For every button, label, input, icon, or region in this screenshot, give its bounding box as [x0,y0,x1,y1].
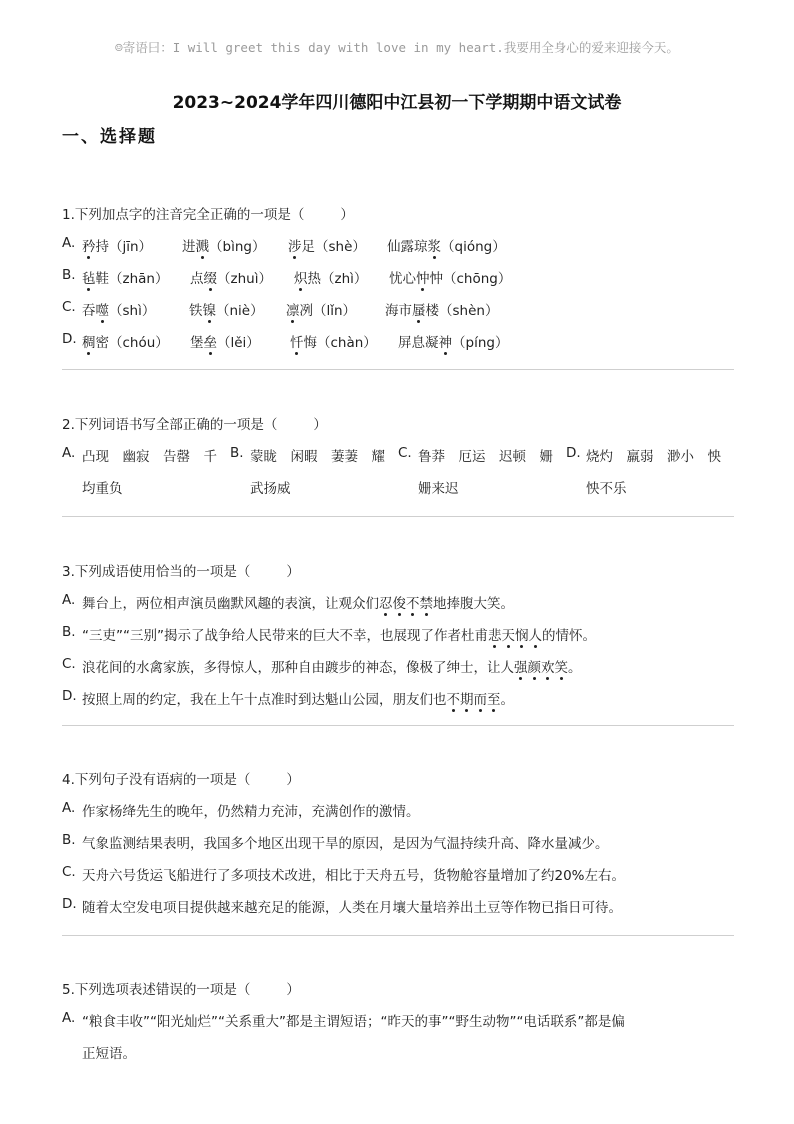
option-label: A. [62,1010,76,1026]
emphasized-char: 强 [514,656,528,676]
option-text: 烧灼 羸弱 渺小 怏 [586,449,721,465]
emphasized-char: 而 [474,688,488,708]
divider [62,369,734,370]
option-label: D. [62,688,77,704]
emphasized-char: 不 [447,688,461,708]
emphasized-char: 禁 [420,592,434,612]
stem-text: 3.下列成语使用恰当的一项是（ [62,564,251,580]
option-text: 正短语。 [82,1046,136,1062]
question-5 [62,978,734,1068]
option-item: 堡垒（lěi） [190,331,260,351]
header-motto: ☺寄语曰：I will greet this day with love in my heart.我要用全身心的爱来迎接今天。 [115,40,679,55]
emphasized-char: 悲 [488,624,502,644]
option-label: C. [62,299,76,315]
option-label: A. [62,592,76,608]
option-label: A. [62,800,76,816]
option-item: 进溅（bìng） [182,235,265,255]
option-label: D. [566,445,581,461]
option-item: 吞噬（shì） [82,299,155,319]
option-text: 舞台上，两位相声演员幽默风趣的表演，让观众们忍俊不禁地捧腹大笑。 [82,592,514,612]
option-text: 浪花间的水禽家族，多得惊人，那种自由踱步的神态，像极了绅士，让人强颜欢笑。 [82,656,582,676]
section-title: 一、选择题 [62,127,157,147]
emphasized-char: 不 [406,592,420,612]
option-item: 炽热（zhì） [294,267,367,287]
option-text: “三吏”“三别”揭示了战争给人民带来的巨大不幸，也展现了作者杜甫悲天悯人的情怀。 [82,624,596,644]
option-item: 点缀（zhuì） [190,267,272,287]
divider [62,725,734,726]
emphasized-char: 至 [487,688,501,708]
option-item: 凛冽（lǐn） [286,299,356,319]
option-text: 作家杨绛先生的晚年，仍然精力充沛，充满创作的激情。 [82,804,420,820]
option-item: 稠密（chóu） [82,331,169,351]
emphasized-char: 期 [460,688,474,708]
divider [62,935,734,936]
question-3 [62,560,734,710]
question-stem [62,978,300,998]
option-text: 怏不乐 [586,481,627,497]
option-item: 仙露琼浆（qióng） [387,235,506,255]
stem-text: 2.下列词语书写全部正确的一项是（ [62,417,278,433]
option-item: 矜持（jīn） [82,235,152,255]
stem-end: ） [286,564,300,580]
option-label: D. [62,896,77,912]
option-label: A. [62,235,76,251]
option-text: 蒙眬 闲暇 萋萋 耀 [250,449,385,465]
question-stem [62,560,300,580]
stem-end: ） [286,982,300,998]
option-label: B. [62,624,76,640]
option-item: 铁镍（niè） [189,299,264,319]
option-text: 凸现 幽寂 告罄 千 [82,449,217,465]
emphasized-char: 俊 [393,592,407,612]
emphasized-char: 颜 [528,656,542,676]
stem-end: ） [313,417,327,433]
divider [62,516,734,517]
stem-text: 1.下列加点字的注音完全正确的一项是（ [62,207,305,223]
option-text: 鲁莽 厄运 迟顿 姗 [418,449,553,465]
option-text: 随着太空发电项目提供越来越充足的能源，人类在月壤大量培养出土豆等作物已指日可待。 [82,900,622,916]
option-item: 忧心忡忡（chōng） [389,267,511,287]
question-stem [62,203,354,223]
question-stem [62,768,300,788]
question-2 [62,413,734,503]
option-label: C. [62,656,76,672]
option-text: 天舟六号货运飞船进行了多项技术改进，相比于天舟五号，货物舱容量增加了约20%左右。 [82,868,626,884]
question-4 [62,768,734,918]
option-label: D. [62,331,77,347]
stem-text: 5.下列选项表述错误的一项是（ [62,982,251,998]
question-1 [62,203,734,353]
option-label: B. [62,832,76,848]
option-text: 均重负 [82,481,123,497]
option-label: C. [62,864,76,880]
stem-end: ） [286,772,300,788]
emphasized-char: 欢 [541,656,555,676]
option-text: 气象监测结果表明，我国多个地区出现干旱的原因，是因为气温持续升高、降水量减少。 [82,836,609,852]
emphasized-char: 忍 [379,592,393,612]
option-text: 按照上周的约定，我在上午十点准时到达魁山公园，朋友们也不期而至。 [82,688,514,708]
stem-end: ） [340,207,354,223]
option-label: C. [398,445,412,461]
emphasized-char: 天 [501,624,515,644]
option-text: “粮食丰收”“阳光灿烂”“关系重大”都是主谓短语；“昨天的事”“野生动物”“电话联系”都是偏 [82,1014,625,1030]
option-text: 武扬威 [250,481,291,497]
option-item: 屏息凝神（píng） [398,331,508,351]
emphasized-char: 人 [528,624,542,644]
stem-text: 4.下列句子没有语病的一项是（ [62,772,251,788]
option-item: 忏悔（chàn） [290,331,377,351]
option-item: 涉足（shè） [288,235,366,255]
question-stem [62,413,327,433]
option-text: 姗来迟 [418,481,459,497]
emphasized-char: 笑 [555,656,569,676]
option-label: B. [230,445,244,461]
option-label: A. [62,445,76,461]
page-title: 2023~2024学年四川德阳中江县初一下学期期中语文试卷 [172,93,622,113]
option-item: 毡鞋（zhān） [82,267,168,287]
option-label: B. [62,267,76,283]
emphasized-char: 悯 [515,624,529,644]
option-item: 海市蜃楼（shèn） [385,299,498,319]
